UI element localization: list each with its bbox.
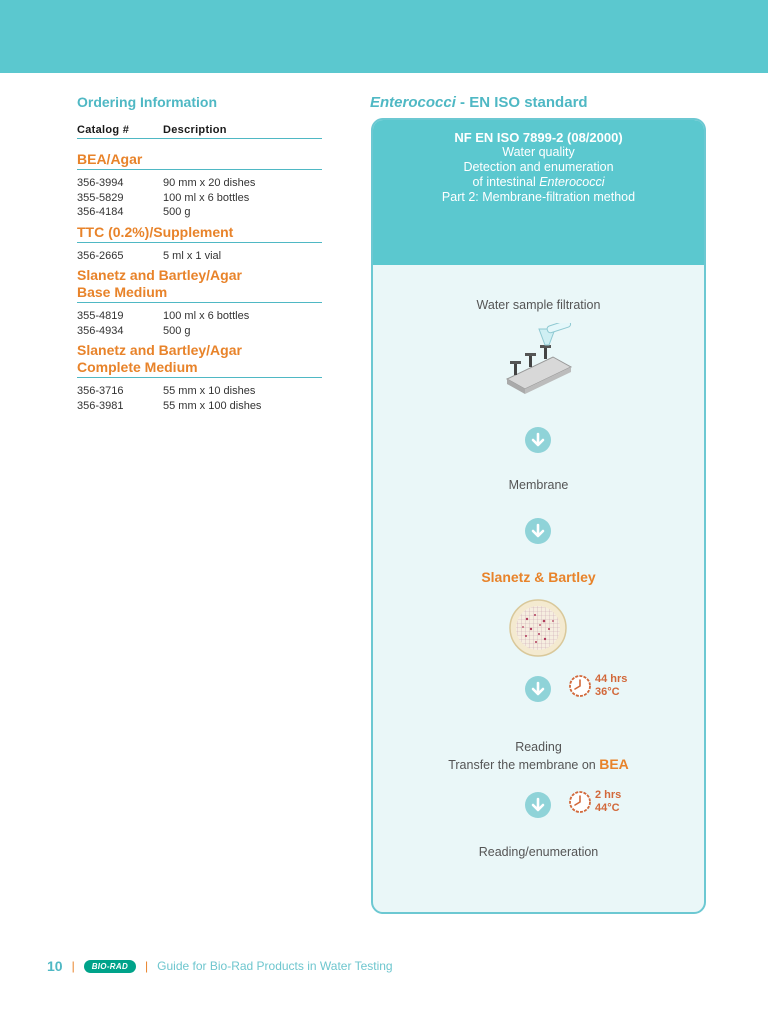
table-header — [77, 124, 322, 139]
table-row: 355-4819 100 ml x 6 bottles — [77, 310, 250, 322]
group-title: Slanetz and Bartley/Agar Complete Medium — [77, 342, 322, 378]
ordering-information — [77, 94, 322, 417]
bio-rad-logo: BIO-RAD — [84, 960, 136, 973]
step-medium: Slanetz & Bartley — [481, 569, 596, 585]
page-footer — [47, 958, 393, 974]
arrow-down-icon — [525, 518, 551, 544]
step-final: Reading/enumeration — [478, 845, 599, 859]
page-number: 10 — [47, 958, 63, 974]
arrow-down-icon — [525, 427, 551, 453]
description-column-header: Description — [163, 124, 227, 136]
catalog-column-header: Catalog # — [77, 124, 130, 136]
table-row: 356-4184 500 g — [77, 206, 191, 218]
footer-divider: | — [71, 959, 75, 973]
incubation-timer-2: 2 hrs 44°C — [568, 789, 621, 814]
table-row: 356-2665 5 ml x 1 vial — [77, 249, 222, 262]
table-row: 356-4934 500 g — [77, 324, 191, 337]
group-title: TTC (0.2%)/Supplement — [77, 224, 322, 243]
guide-title: Guide for Bio-Rad Products in Water Testing — [157, 959, 393, 973]
table-row: 355-5829 100 ml x 6 bottles — [77, 191, 250, 204]
footer-divider: | — [145, 959, 149, 973]
filtration-apparatus-icon — [501, 323, 577, 399]
standard-title: Enterococci - EN ISO standard — [370, 94, 588, 111]
step-reading: Reading — [515, 740, 562, 754]
arrow-down-icon — [525, 792, 551, 818]
table-row: 356-3716 55 mm x 10 dishes — [77, 385, 256, 397]
procedure-panel — [371, 118, 706, 914]
step-transfer: Transfer the membrane on BEA — [448, 756, 629, 772]
product-group-slanetz-base — [77, 267, 322, 338]
ordering-title: Ordering Information — [77, 94, 217, 110]
table-row: 356-3994 90 mm x 20 dishes — [77, 177, 256, 189]
product-group-slanetz-complete — [77, 342, 322, 413]
clock-icon — [568, 674, 592, 698]
clock-icon — [568, 790, 592, 814]
product-group-bea — [77, 151, 322, 220]
arrow-down-icon — [525, 676, 551, 702]
table-row: 356-3981 55 mm x 100 dishes — [77, 399, 262, 412]
panel-header: NF EN ISO 7899-2 (08/2000) Water quality Detection and enumeration of intestinal Enterococci Part 2: Membrane-filtration method — [373, 120, 704, 265]
header-band — [0, 0, 768, 73]
petri-dish-icon — [509, 599, 567, 657]
group-title: BEA/Agar — [77, 151, 322, 170]
step-membrane: Membrane — [508, 478, 569, 492]
incubation-timer-1: 44 hrs 36°C — [568, 673, 627, 698]
group-title: Slanetz and Bartley/Agar Base Medium — [77, 267, 322, 303]
product-group-ttc — [77, 224, 322, 264]
step-filtration: Water sample filtration — [476, 298, 601, 312]
